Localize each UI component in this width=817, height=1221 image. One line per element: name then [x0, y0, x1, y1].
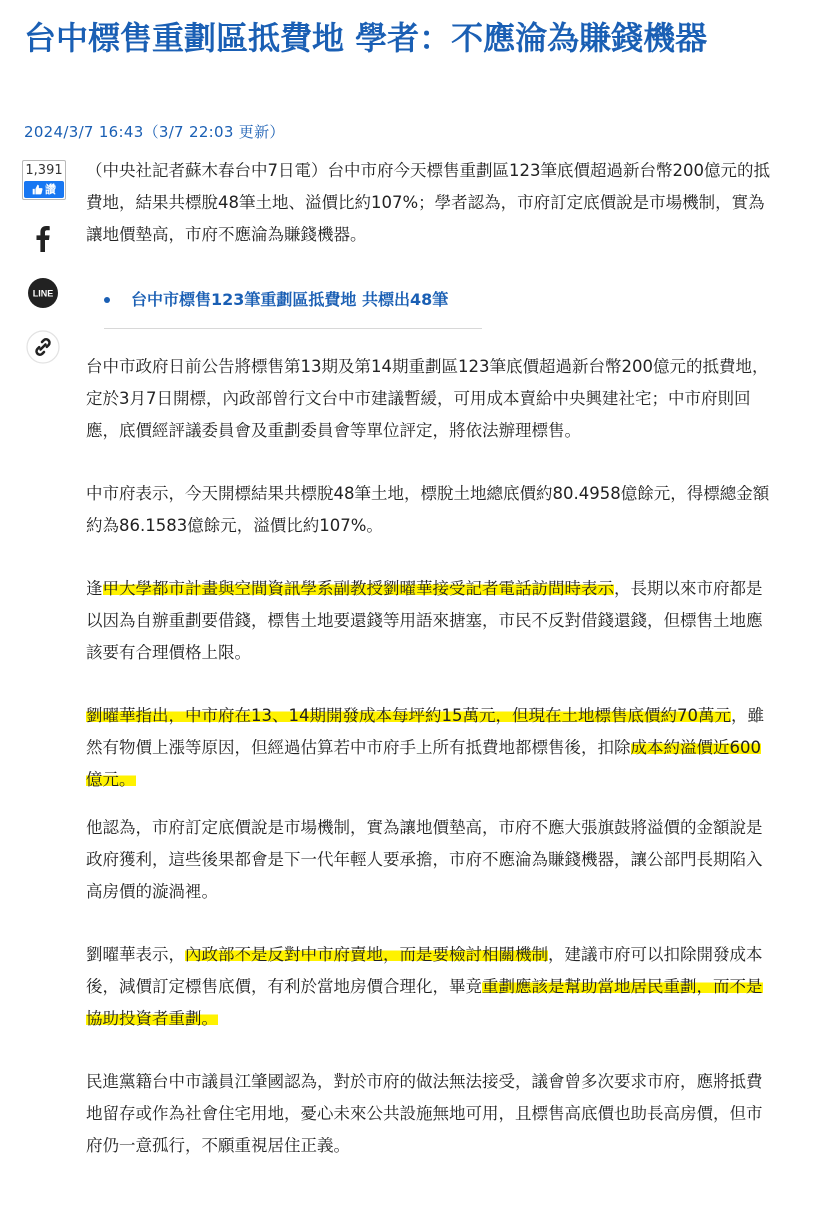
facebook-share-icon[interactable]	[26, 222, 60, 256]
paragraph: 他認為，市府訂定底價說是市場機制，實為讓地價墊高，市府不應大張旗鼓將溢價的金額說是政府獲利，這些後果都會是下一代年輕人要承擔，市府不應淪為賺錢機器，讓公部門長期陷入高房價的漩渦裡。	[86, 818, 763, 901]
highlighted-text: 成本約溢價近600億元。	[86, 738, 761, 789]
like-label: 讚	[45, 183, 56, 196]
publish-date: 2024/3/7 16:43（3/7 22:03 更新）	[24, 123, 285, 141]
highlighted-text: 甲大學都市計畫與空間資訊學系副教授劉曜華接受記者電話訪問時表示	[102, 579, 614, 598]
line-share-icon[interactable]	[26, 276, 60, 310]
like-button[interactable]	[24, 181, 64, 198]
paragraph-text: 劉曜華表示，	[86, 945, 185, 964]
paragraph-text: 逢	[86, 579, 103, 598]
paragraph: 民進黨籍台中市議員江肇國認為，對於市府的做法無法接受，議會曾多次要求市府，應將抵費地留存或作為社會住宅用地，憂心未來公共設施無地可用，且標售高底價也助長高房價，但市府仍一意孤行，不願重視居住正義。	[86, 1072, 763, 1155]
share-rail	[22, 160, 68, 364]
paragraph	[86, 700, 776, 796]
related-article-link[interactable]: 台中市標售123筆重劃區抵費地 共標出48筆	[131, 290, 449, 309]
bullet-icon	[104, 297, 110, 303]
paragraph-lead: （中央社記者蘇木春台中7日電）台中市府今天標售重劃區123筆底價超過新台幣200億元的抵費地，結果共標脫48筆土地、溢價比約107%；學者認為，市府訂定底價說是市場機制，實為讓地價墊高，市府不應淪為賺錢機器。	[86, 161, 770, 244]
highlighted-text: 重劃應該是幫助當地居民重劃，而不是協助投資者重劃。	[86, 977, 763, 1028]
article-body	[86, 155, 776, 251]
thumbs-up-icon	[32, 184, 43, 195]
paragraph	[86, 573, 776, 669]
highlighted-text: 劉曜華指出，中市府在13、14期開發成本每坪約15萬元，但現在土地標售底價約70萬元	[86, 706, 731, 725]
article-title: 台中標售重劃區抵費地 學者：不應淪為賺錢機器	[24, 19, 708, 57]
facebook-like-widget[interactable]	[22, 160, 66, 200]
line-icon-label: LINE	[32, 288, 54, 299]
paragraph: 中市府表示，今天開標結果共標脫48筆土地，標脫土地總底價約80.4958億餘元，得標總金額約為86.1583億餘元，溢價比約107%。	[86, 484, 770, 535]
related-article	[104, 286, 482, 329]
copy-link-icon[interactable]	[26, 330, 60, 364]
paragraph	[86, 939, 776, 1035]
paragraph-text: ，雖然有物價上漲等原因，但經過估算若中市府手上所有抵費地都標售後，扣除	[86, 706, 764, 757]
paragraph-text: ，長期以來市府都是以因為自辦重劃要借錢，標售土地要還錢等用語來搪塞，市民不反對借錢還錢，但標售土地應該要有合理價格上限。	[86, 579, 763, 662]
highlighted-text: 內政部不是反對中市府賣地，而是要檢討相關機制	[185, 945, 548, 964]
article-body-main	[86, 351, 776, 1162]
paragraph-text: ，建議市府可以扣除開發成本後，減價訂定標售底價，有利於當地房價合理化，畢竟	[86, 945, 763, 996]
like-count: 1,391	[25, 163, 63, 178]
paragraph: 台中市政府日前公告將標售第13期及第14期重劃區123筆底價超過新台幣200億元的抵費地，定於3月7日開標，內政部曾行文台中市建議暫緩，可用成本賣給中央興建社宅；中市府則回應，底價經評議委員會及重劃委員會等單位評定，將依法辦理標售。	[86, 357, 769, 440]
